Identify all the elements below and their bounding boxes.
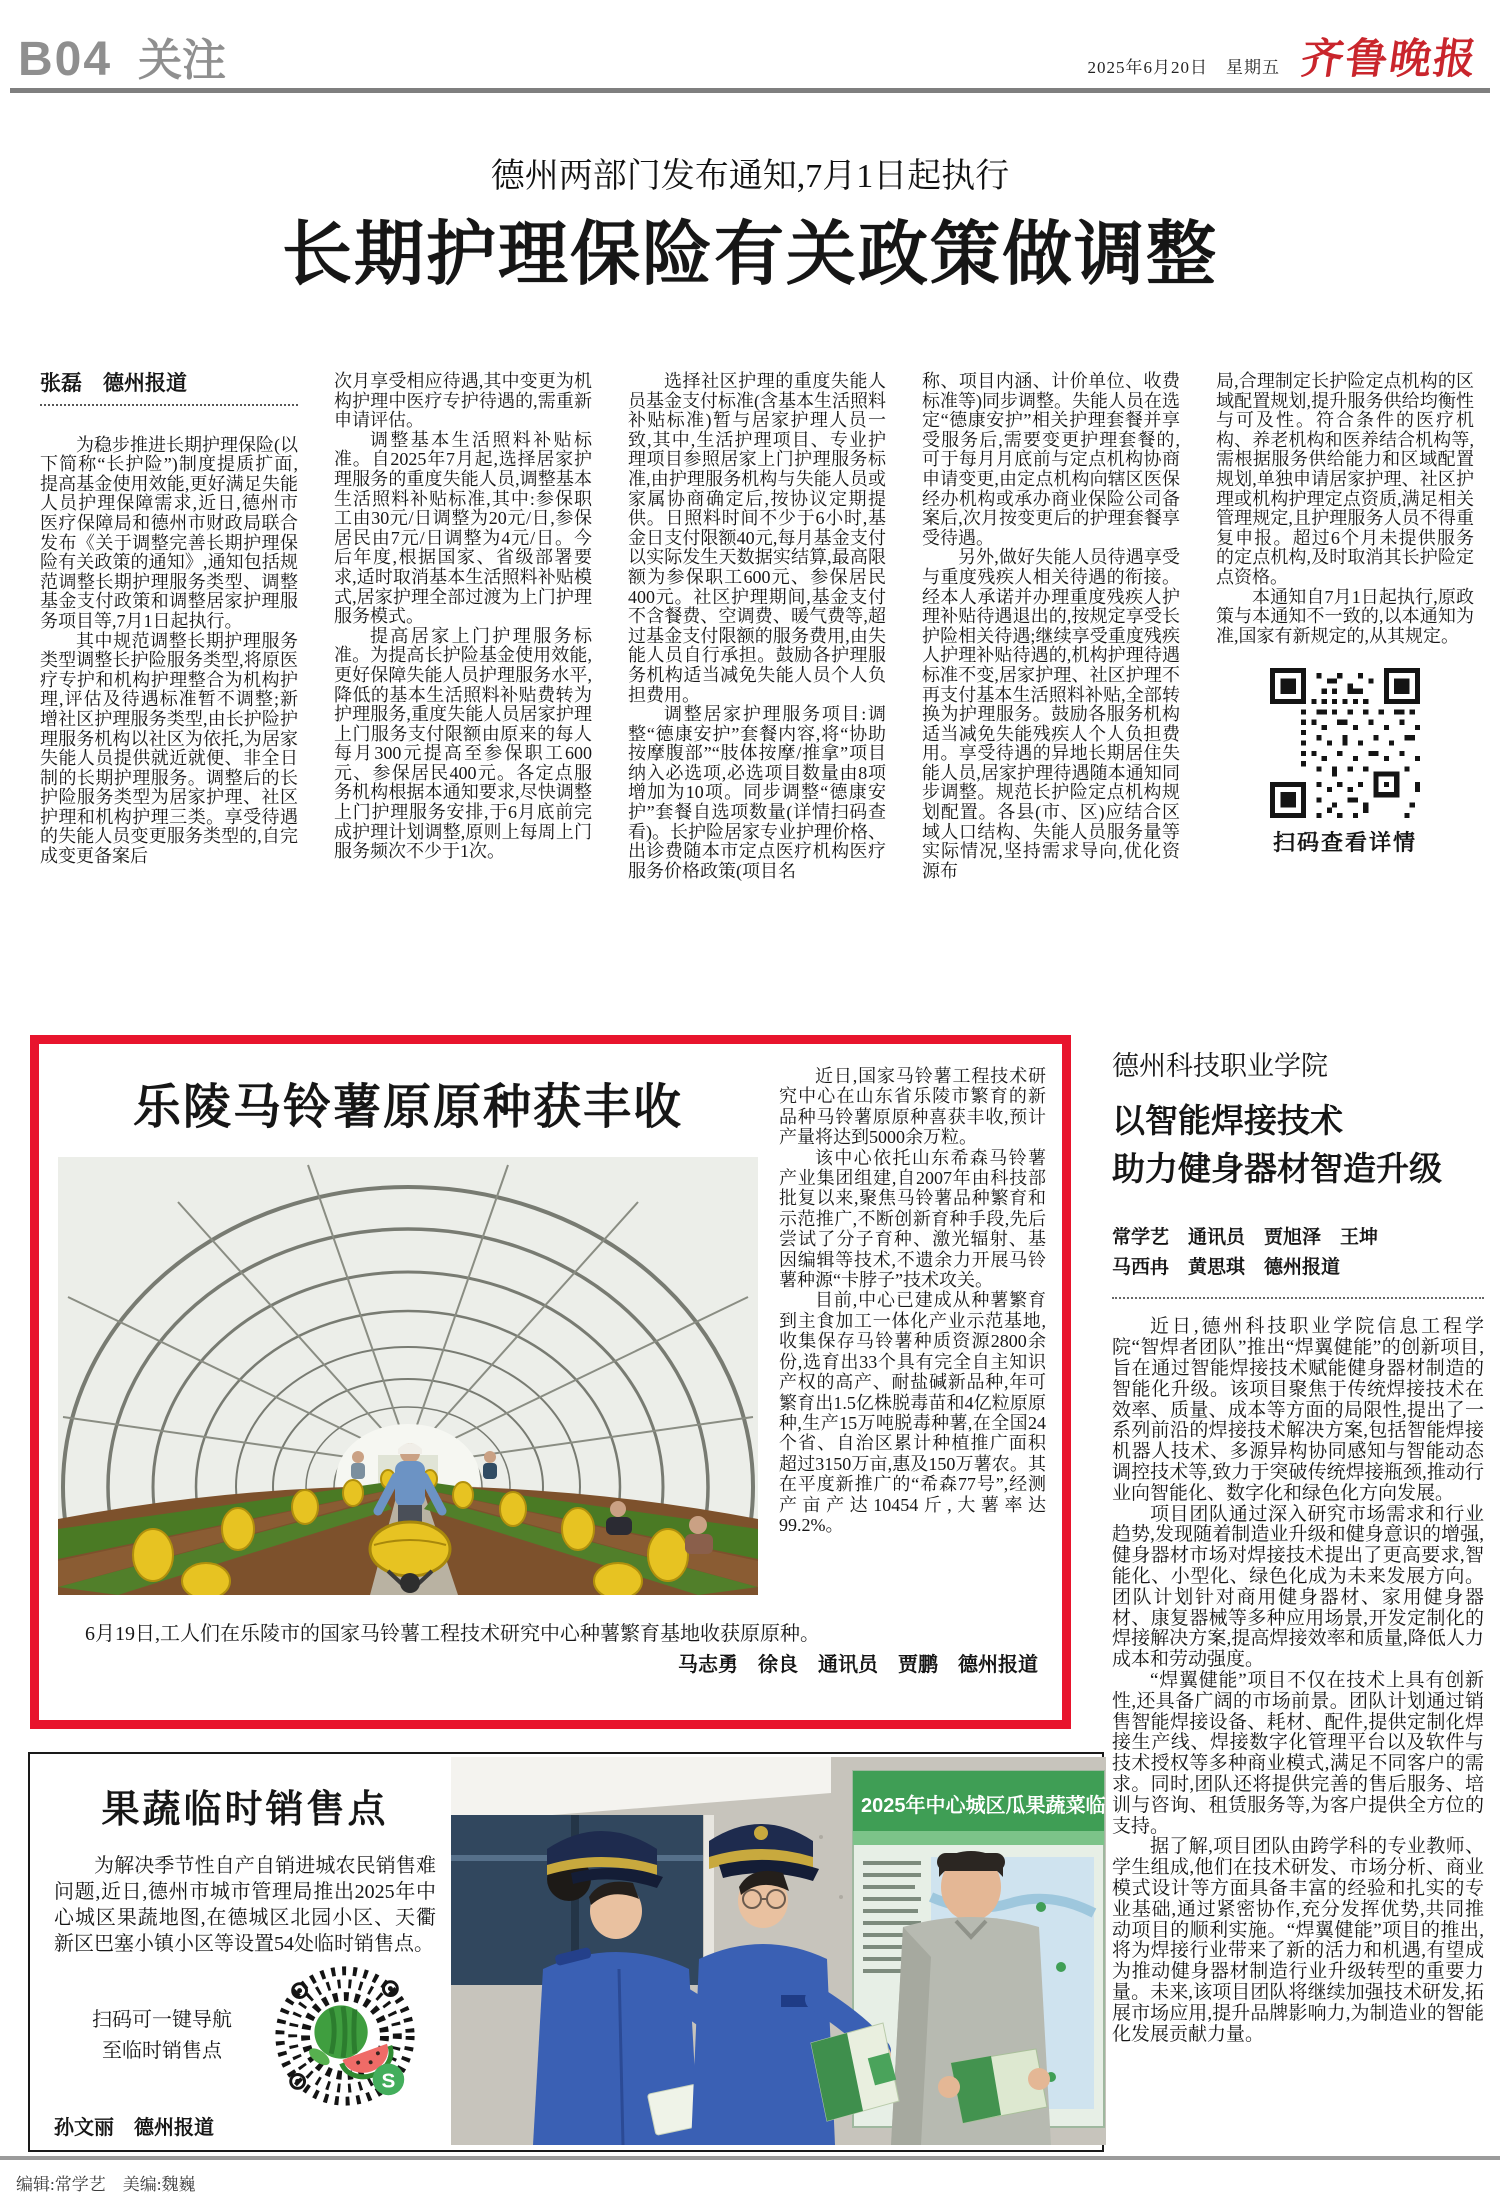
lead-article-columns (40, 372, 1474, 881)
potato-photo-column (55, 1058, 761, 1595)
body-paragraph: 其中规范调整长期护理服务类型调整长护险服务类型,将原医疗专护和机构护理整合为机构护理,评估及待遇标准暂不调整;新增社区护理服务类型,由长护险护理服务机构以社区为依托,为居家失能人员提供就近就便、非全日制的长期护理服务。调整后的长护险服务类型为居家护理、社区护理和机构护理三类。享受待遇的失能人员变更服务类型的,自完成变更备案后 (40, 630, 298, 867)
qr-block (1216, 668, 1474, 855)
body-paragraph: 次月享受相应待遇,其中变更为机构护理中医疗专护待遇的,需重新申请评估。 (334, 371, 592, 431)
footer-credits: 编辑:常学艺 美编:魏巍 (16, 2175, 196, 2194)
welding-headline-line2: 助力健身器材智造升级 (1112, 1151, 1442, 1188)
body-paragraph: 据了解,项目团队由跨学科的专业教师、学生组成,他们在技术研发、市场分析、商业模式设计等方面具备丰富的经验和扎实的专业基础,通过紧密协作,充分发挥优势,共同推动项目的顺利实施。“焊翼健能”项目的推出,将为焊接行业带来了新的活力和机遇,有望成为推动健身器材制造行业升级转型的重要力量。未来,该项目团队将继续加强技术研发,拓展市场应用,提升品牌影响力,为制造业的智能化发展贡献力量。 (1112, 1836, 1484, 2045)
body-paragraph: 调整居家护理服务项目:调整“德康安护”套餐内容,将“协助按摩腹部”“肢体按摩/推拿”项目纳入必选项,必选项目数量由8项增加为10项。同步调整“德康安护”套餐自选项数量(详情扫码查看)。长护险居家专业护理价格、出诊费随本市定点医疗机构医疗服务价格政策(项目名 (628, 704, 886, 881)
masthead-right (1087, 26, 1481, 86)
body-paragraph: 近日,德州科技职业学院信息工程学院“智焊者团队”推出“焊翼健能”的创新项目,旨在通过智能焊接技术赋能健身器材制造的智能化升级。该项目聚焦于传统焊接技术在效率、质量、成本等方面的局限性,提出了一系列前沿的焊接技术解决方案,包括智能焊接机器人技术、多源异构协同感知与智能动态调控技术等,致力于突破传统焊接瓶颈,推动行业向智能化、数字化和绿色化方向发展。 (1112, 1316, 1484, 1504)
qr-note (54, 2005, 270, 2067)
potato-headline: 乐陵马铃薯原原种获丰收 (132, 1081, 683, 1134)
miniprogram-logo-letter: S (381, 2069, 396, 2093)
officers-photo (451, 1757, 1106, 2145)
produce-photo-wrap (448, 1754, 1109, 2150)
welding-headline-line1: 以智能焊接技术 (1112, 1104, 1343, 1140)
miniprogram-qr-icon (270, 1961, 420, 2111)
poster-title-text: 2025年中心城区瓜果蔬菜临 (861, 1795, 1106, 1817)
potato-article-box (30, 1035, 1071, 1729)
welding-byline (1112, 1223, 1484, 1284)
newspaper-logo: 齐鲁晚报 (1298, 37, 1481, 83)
masthead-rule (10, 88, 1490, 93)
date-text: 2025年6月20日 星期五 (1087, 58, 1280, 77)
welding-article (1112, 1044, 1484, 2045)
body-paragraph: 选择社区护理的重度失能人员基金支付标准(含基本生活照料补贴标准)暂与居家护理人员一致,其中,生活护理项目、专业护理项目参照居家上门护理服务标准,由护理服务机构与失能人员或家属协商确定后,按协议定期提供。日照料时间不少于6小时,基金日支付限额40元,每月基金支付以实际发生天数据实结算,最高限额为参保职工600元、参保居民400元。社区护理期间,基金支付不含餐费、空调费、暖气费等,超过基金支付限额的服务费用,由失能人员自行承担。鼓励各护理服务机构适当减免失能人员个人负担费用。 (628, 371, 886, 705)
byline-divider (1112, 1297, 1484, 1299)
produce-byline: 孙文丽 德州报道 (54, 2117, 214, 2139)
welding-byline-line1: 常学艺 通讯员 贾旭泽 王坤 (1112, 1226, 1379, 1248)
body-paragraph: 本通知自7月1日起执行,原政策与本通知不一致的,以本通知为准,国家有新规定的,从其规定。 (1216, 586, 1474, 646)
welding-body (1112, 1317, 1484, 2045)
lead-column-1 (40, 372, 298, 881)
caption-credits: 马志勇 徐良 通讯员 贾鹏 德州报道 (678, 1654, 1038, 1676)
qr-note-line2: 至临时销售点 (102, 2040, 222, 2062)
qr-caption: 扫码查看详情 (1272, 829, 1417, 855)
produce-article-box (28, 1752, 1104, 2152)
body-paragraph: “焊翼健能”项目不仅在技术上具有创新性,还具备广阔的市场前景。团队计划通过销售智能焊接设备、耗材、配件,提供定制化焊接生产线、焊接数字化管理平台以及软件与技术授权等多种商业模式,满足不同客户的需求。同时,团队还将提供完善的售后服务、培训与咨询、租赁服务等,为客户提供全方位的支持。 (1112, 1670, 1484, 1837)
body-paragraph: 调整基本生活照料补贴标准。自2025年7月起,选择居家护理服务的重度失能人员,调整基本生活照料补贴标准,其中:参保职工由30元/日调整为20元/日,参保居民由7元/日调整为4元/日。今后年度,根据国家、省级部署要求,适时取消基本生活照料补贴模式,居家护理全部过渡为上门护理服务模式。 (334, 429, 592, 627)
body-paragraph: 项目团队通过深入研究市场需求和行业趋势,发现随着制造业升级和健身意识的增强,健身器材市场对焊接技术提出了更高要求,智能化、小型化、绿色化成为未来发展方向。团队计划针对商用健身器材、家用健身器材、康复器械等多种应用场景,开发定制化的焊接解决方案,提高焊接效率和质量,降低人力成本和劳动强度。 (1112, 1503, 1484, 1671)
body-paragraph: 目前,中心已建成从种薯繁育到主食加工一体化产业示范基地,收集保存马铃薯种质资源2800余份,选育出33个具有完全自主知识产权的高产、耐盐碱新品种,年可繁育出1.5亿株脱毒苗和4亿粒原原种,生产15万吨脱毒种薯,在全国24个省、自治区累计种植推广面积超过3150万亩,惠及150万薯农。其在平度新推广的“希森77号”,经测产亩产达10454斤,大薯率达99.2%。 (779, 1290, 1046, 1535)
body-paragraph: 该中心依托山东希森马铃薯产业集团组建,自2007年由科技部批复以来,聚焦马铃薯品种繁育和示范推广,不断创新育种手段,先后尝试了分子育种、激光辐射、基因编辑等技术,不遗余力开展马铃薯种源“卡脖子”技术攻关。 (779, 1147, 1046, 1291)
lead-headline: 长期护理保险有关政策做调整 (282, 217, 1218, 294)
lead-kicker: 德州两部门发布通知,7月1日起执行 (490, 158, 1010, 195)
lead-column-4 (922, 372, 1180, 881)
qr-note-line1: 扫码可一键导航 (92, 2009, 232, 2031)
produce-headline: 果蔬临时销售点 (101, 1789, 389, 1831)
lead-column-5 (1216, 372, 1474, 881)
lead-byline: 张磊 德州报道 (40, 371, 187, 395)
body-paragraph: 局,合理制定长护险定点机构的区域配置规划,提升服务供给均衡性与可及性。符合条件的医疗机构、养老机构和医养结合机构等,需根据服务供给能力和区域配置规划,单独申请居家护理、社区护理或机构护理定点资质,满足相关管理规定,且护理服务人员不得重复申报。超过6个月未提供服务的定点机构,及时取消其长护险定点资格。 (1216, 371, 1474, 587)
section-name: 关注 (138, 36, 227, 85)
body-paragraph: 称、项目内涵、计价单位、收费标准等)同步调整。失能人员在选定“德康安护”相关护理套餐并享受服务后,需要变更护理套餐的,可于每月月底前与定点机构协商申请变更,由定点机构向辖区医保经办机构或承办商业保险公司备案后,次月按变更后的护理套餐享受待遇。 (922, 371, 1180, 548)
welding-kicker: 德州科技职业学院 (1112, 1051, 1328, 1081)
footer-rule (0, 2156, 1500, 2160)
body-paragraph: 提高居家上门护理服务标准。为提高长护险基金使用效能,更好保障失能人员护理服务水平,降低的基本生活照料补贴费转为护理服务,重度失能人员居家护理上门服务支付限额由原来的每人每月300元提高至参保职工600元、参保居民400元。各定点服务机构根据本通知要求,尽快调整上门护理服务安排,于6月底前完成护理计划调整,原则上每周上门服务频次不少于1次。 (334, 625, 592, 862)
lead-column-2 (334, 372, 592, 881)
produce-text-column (30, 1754, 448, 2150)
page-number: B04 (18, 33, 113, 86)
caption-text: 6月19日,工人们在乐陵市的国家马铃薯工程技术研究中心种薯繁育基地收获原原种。 (85, 1623, 820, 1645)
masthead-left (18, 24, 226, 88)
greenhouse-photo (58, 1157, 758, 1595)
body-paragraph: 近日,国家马铃薯工程技术研究中心在山东省乐陵市繁育的新品种马铃薯原原种喜获丰收,预计产量将达到5000余万粒。 (779, 1066, 1046, 1148)
potato-text-column (779, 1058, 1046, 1595)
lead-column-3 (628, 372, 886, 881)
body-paragraph: 为稳步推进长期护理保险(以下简称“长护险”)制度提质扩面,提高基金使用效能,更好满足失能人员护理保障需求,近日,德州市医疗保障局和德州市财政局联合发布《关于调整完善长期护理保险有关政策的通知》,通知包括规范调整长期护理服务类型、调整基金支付政策和调整居家护理服务项目等,7月1日起执行。 (40, 434, 298, 631)
byline-divider (40, 404, 298, 406)
welding-byline-line2: 马西冉 黄思琪 德州报道 (1112, 1257, 1341, 1279)
photo-caption (39, 1595, 1062, 1681)
body-paragraph: 为解决季节性自产自销进城农民销售难问题,近日,德州市城市管理局推出2025年中心城区果蔬地图,在德城区北园小区、天衢新区巴塞小镇小区等设置54处临时销售点。 (54, 1855, 436, 1955)
body-paragraph: 另外,做好失能人员待遇享受与重度残疾人相关待遇的衔接。经本人承诺并办理重度残疾人护理补贴待遇退出的,按规定享受长护险相关待遇;继续享受重度残疾人护理补贴待遇的,机构护理待遇标准不变,居家护理、社区护理不再支付基本生活照料补贴,全部转换为护理服务。鼓励各服务机构适当减免失能残疾人个人负担费用。享受待遇的异地长期居住失能人员,居家护理待遇随本通知同步调整。规范长护险定点机构规划配置。各县(市、区)应结合区域人口结构、失能人员服务量等实际情况,坚持需求导向,优化资源布 (922, 547, 1180, 881)
qr-code-icon (1270, 668, 1420, 818)
